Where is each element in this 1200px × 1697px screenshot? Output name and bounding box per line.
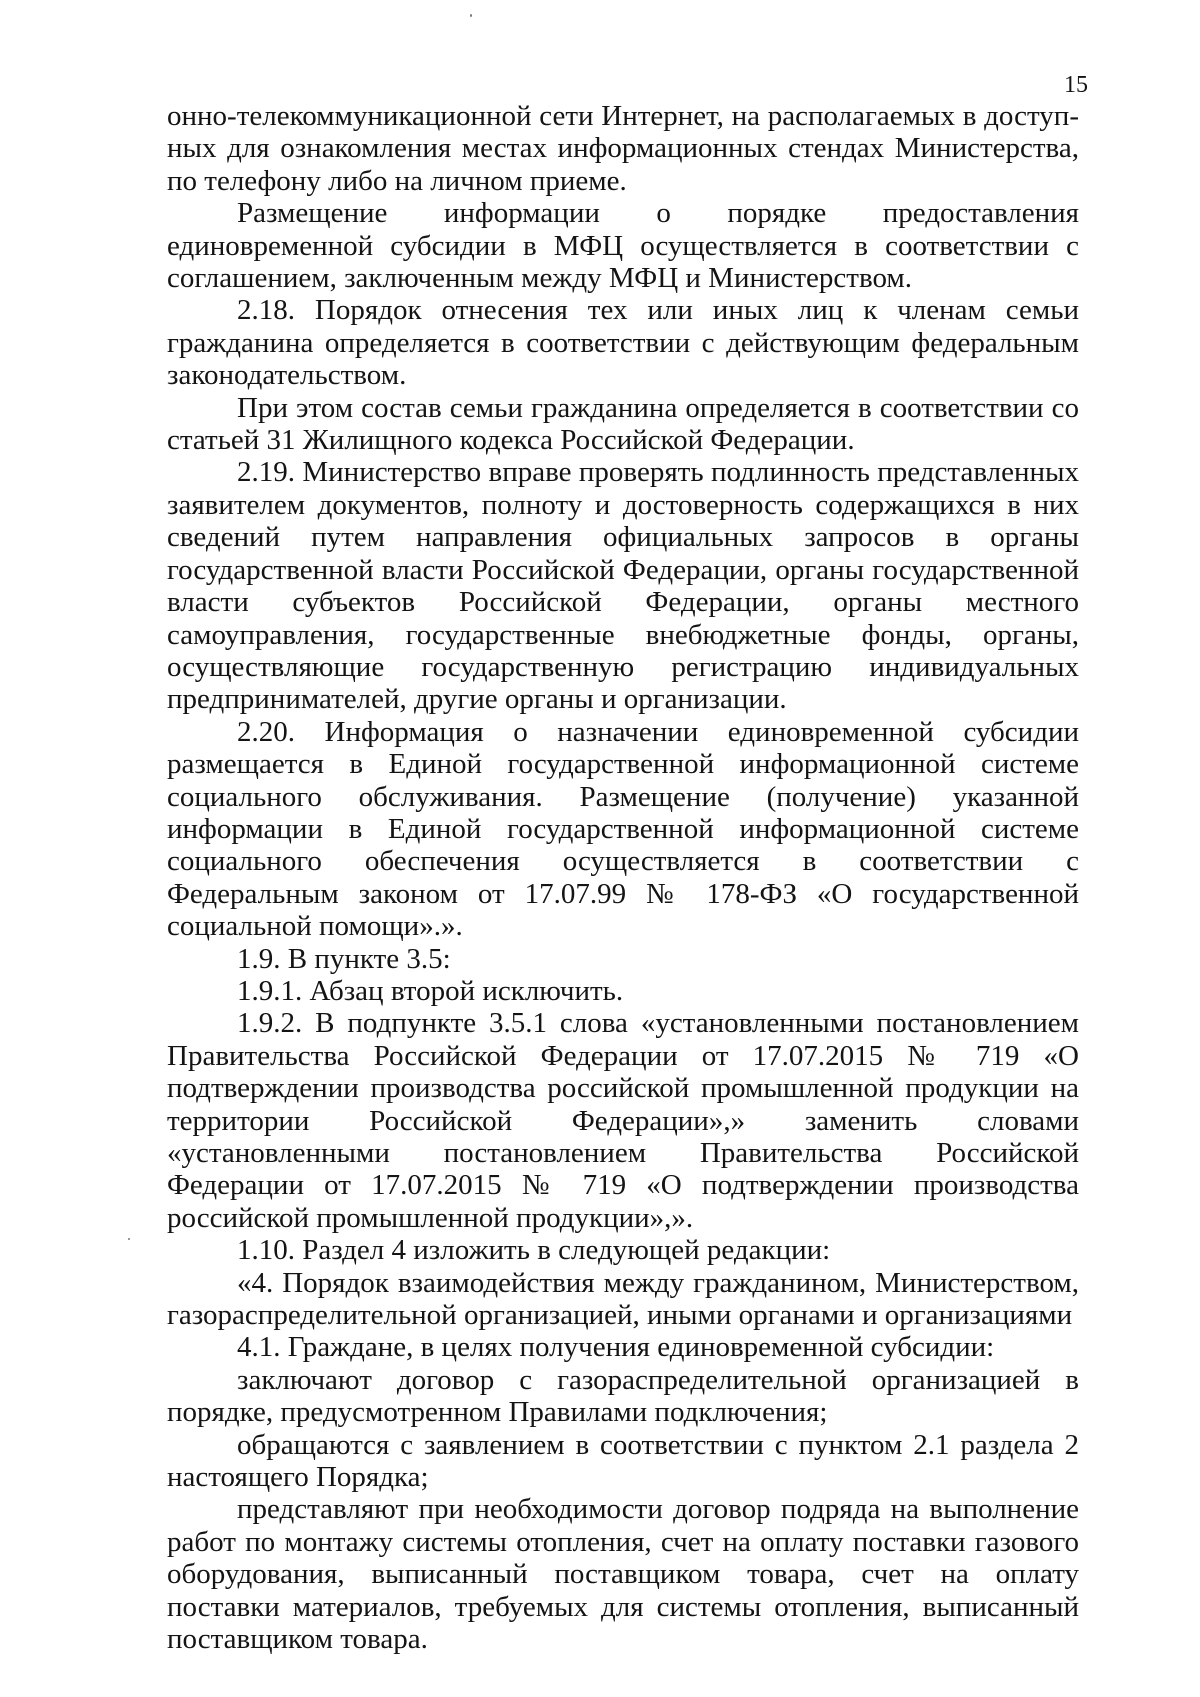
paragraph-2-18: 2.18. Порядок отнесения тех или иных лиц к членам семьи гражданина определяется в соответствии с действующим федеральным законодательством. [167,294,1079,392]
paragraph-2-20: 2.20. Информация о назначении единовременной субсидии размещается в Единой государственной информационной системе социального обслуживания. Размещение (получение) указанной информации в Единой государственной информационной системе социального обеспечения осуществляется в соответствии с Федеральным законом от 17.07.99 № 178-ФЗ «О государственной социальной помощи».». [167,715,1079,943]
scan-speck [470,14,472,17]
paragraph-1-9-1: 1.9.1. Абзац второй исключить. [237,974,624,1007]
section-4-heading: «4. Порядок взаимодействия между гражданином, Министерством, газораспределительной организацией, иными органами и организациями [167,1266,1079,1332]
paragraph-application: обращаются с заявлением в соответствии с пунктом 2.1 раздела 2 настоящего Порядка; [167,1428,1079,1494]
page-number: 15 [1064,72,1088,98]
paragraph-1-9: 1.9. В пункте 3.5: [237,942,451,975]
scan-speck [128,1238,130,1240]
paragraph-continuation: онно-телекоммуникационной сети Интернет, на располагаемых в доступных для ознакомления местах информационных стендах Министерства, по телефону либо на личном приеме. [167,100,1079,197]
paragraph-mfc-info: Размещение информации о порядке предоставления единовременной субсидии в МФЦ осуществляется в соответствии с соглашением, заключенным между МФЦ и Министерством. [167,197,1079,295]
paragraph-family-composition: При этом состав семьи гражданина определяется в соответствии со статьей 31 Жилищного кодекса Российской Федерации. [167,391,1079,457]
document-body [167,100,1079,1656]
paragraph-2-19: 2.19. Министерство вправе проверять подлинность представленных заявителем документов, полноту и достоверность содержащихся в них сведений путем направления официальных запросов в органы государственной власти Российской Федерации, органы государственной власти субъектов Российской Федерации, органы местного самоуправления, государственные внебюджетные фонды, органы, осуществляющие государственную регистрацию индивидуальных предпринимателей, другие органы и организации. [167,456,1079,716]
paragraph-documents: представляют при необходимости договор подряда на выполнение работ по монтажу системы отопления, счет на оплату поставки газового оборудования, выписанный поставщиком товара, счет на оплату поставки материалов, требуемых для системы отопления, выписанный поставщиком товара. [167,1493,1079,1656]
paragraph-4-1: 4.1. Граждане, в целях получения единовременной субсидии: [237,1331,995,1364]
paragraph-contract: заключают договор с газораспределительной организацией в порядке, предусмотренном Правилами подключения; [167,1363,1079,1429]
paragraph-1-9-2: 1.9.2. В подпункте 3.5.1 слова «установленными постановлением Правительства Российской Федерации от 17.07.2015 № 719 «О подтверждении производства российской промышленной продукции на территории Российской Федерации»,» заменить словами «установленными постановлением Правительства Российской Федерации от 17.07.2015 № 719 «О подтверждении производства российской промышленной продукции»,». [167,1007,1079,1234]
paragraph-1-10: 1.10. Раздел 4 изложить в следующей редакции: [237,1234,831,1267]
